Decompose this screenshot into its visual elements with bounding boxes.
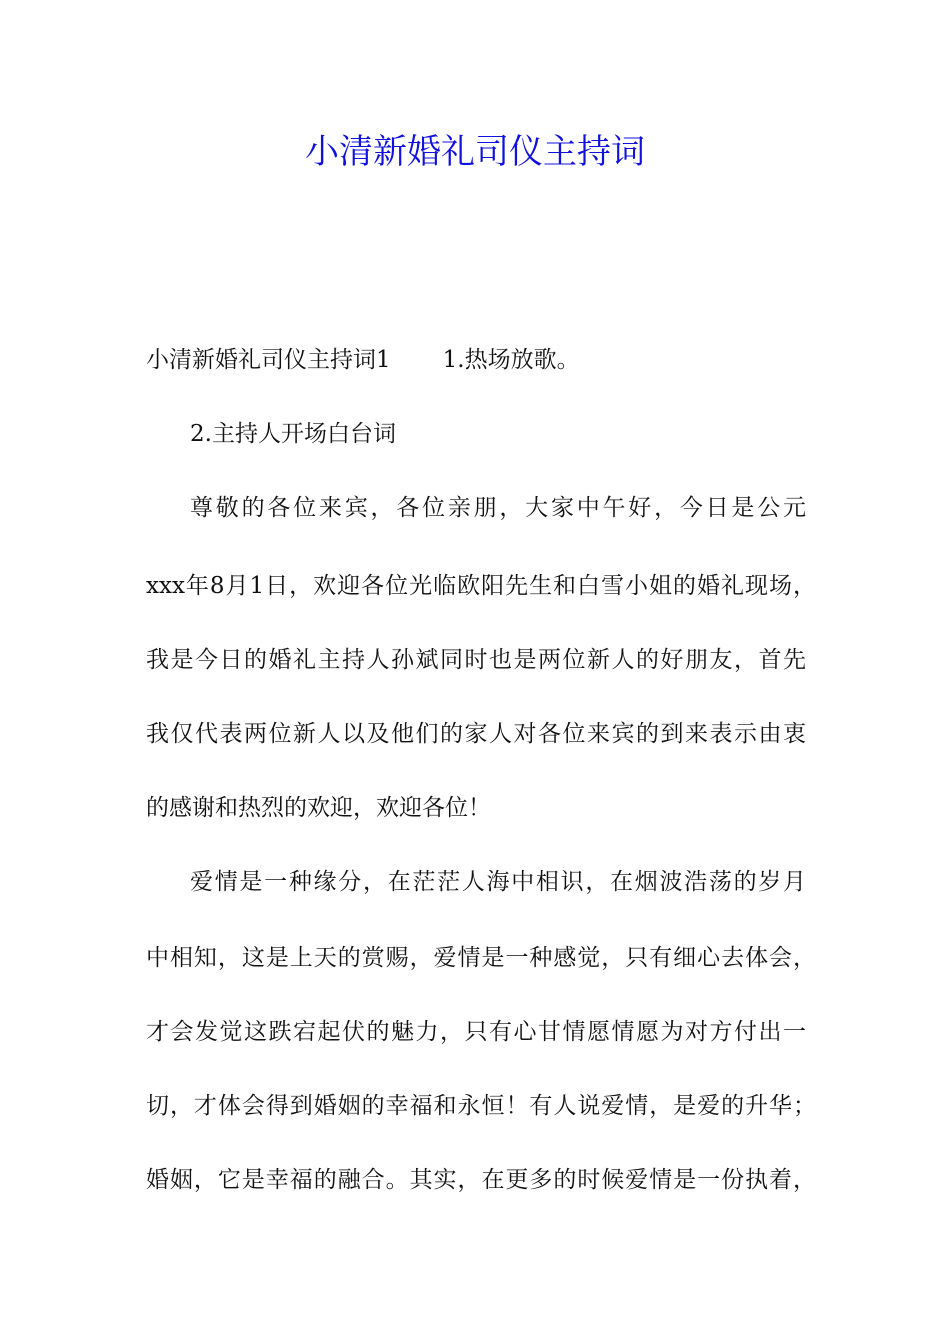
- paragraph-line-7: 中相知，这是上天的赏赐，爱情是一种感觉，只有细心去体会，: [146, 945, 816, 971]
- paragraph-line-3: 我是今日的婚礼主持人孙斌同时也是两位新人的好朋友，首先: [146, 647, 806, 673]
- paragraph-line-1: 尊敬的各位来宾，各位亲朋，大家中午好，今日是公元: [190, 495, 806, 521]
- step-2-text: 2.主持人开场白台词: [190, 421, 396, 447]
- paragraph-line-5: 的感谢和热烈的欢迎，欢迎各位！: [146, 795, 491, 821]
- paragraph-line-8: 才会发觉这跌宕起伏的魅力，只有心甘情愿情愿为对方付出一: [146, 1019, 806, 1045]
- intro-heading: 小清新婚礼司仪主持词1: [146, 347, 391, 373]
- paragraph-line-9: 切，才体会得到婚姻的幸福和永恒！有人说爱情，是爱的升华；: [146, 1093, 816, 1119]
- document-title: 小清新婚礼司仪主持词: [305, 132, 645, 172]
- paragraph-line-2: xxx年8月1日，欢迎各位光临欧阳先生和白雪小姐的婚礼现场，: [146, 573, 816, 599]
- paragraph-line-10: 婚姻，它是幸福的融合。其实，在更多的时候爱情是一份执着，: [146, 1167, 816, 1193]
- paragraph-line-6: 爱情是一种缘分，在茫茫人海中相识，在烟波浩荡的岁月: [190, 869, 806, 895]
- step-1-text: 1.热场放歌。: [442, 347, 580, 373]
- paragraph-line-4: 我仅代表两位新人以及他们的家人对各位来宾的到来表示由衷: [146, 721, 806, 747]
- intro-line: [146, 340, 816, 380]
